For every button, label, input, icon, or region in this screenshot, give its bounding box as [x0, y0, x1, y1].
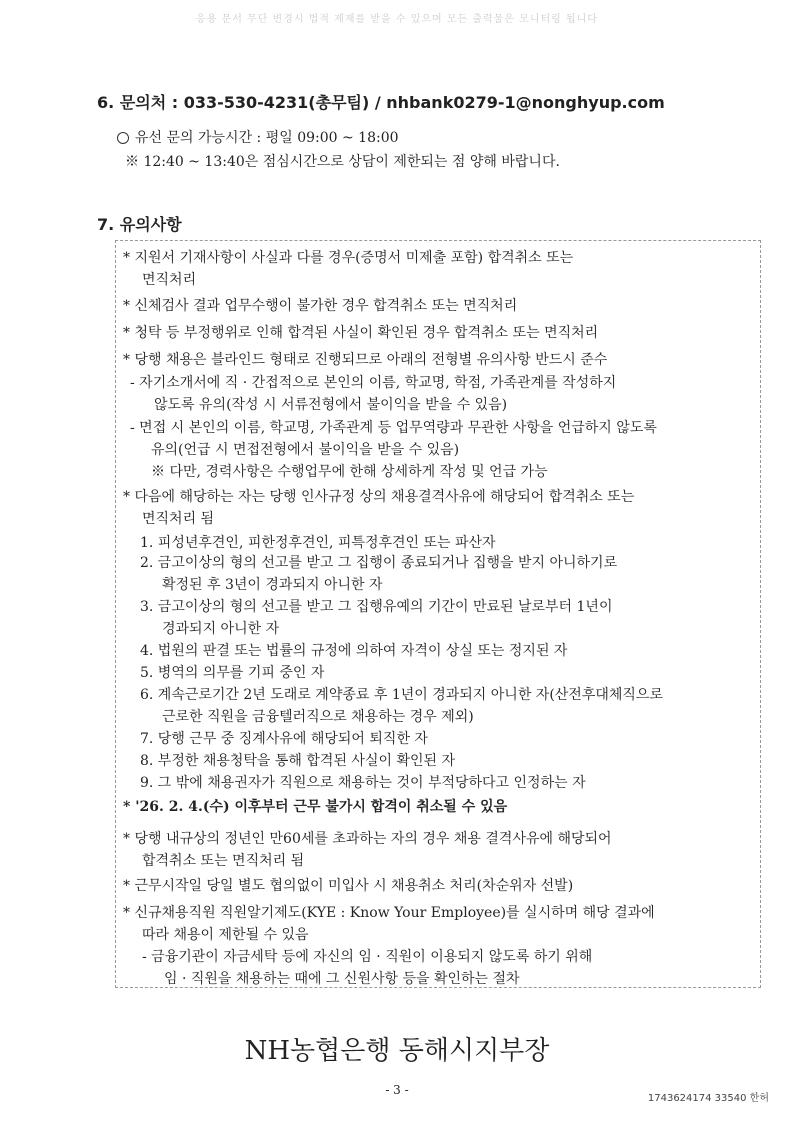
contact-hours-text: 유선 문의 가능시간 : 평일 09:00 ~ 18:00 — [135, 130, 399, 146]
note-line: 5. 병역의 의무를 기피 중인 자 — [140, 665, 325, 681]
note-line: 9. 그 밖에 채용권자가 직원으로 채용하는 것이 부적당하다고 인정하는 자 — [140, 775, 586, 791]
note-line: ※ 다만, 경력사항은 수행업무에 한해 상세하게 작성 및 언급 가능 — [151, 464, 548, 480]
note-line: 2. 금고이상의 형의 선고를 받고 그 집행이 종료되거나 집행을 받지 아니하기로 — [140, 555, 618, 571]
note-line: 않도록 유의(작성 시 서류전형에서 불이익을 받을 수 있음) — [154, 397, 508, 413]
note-line: - 자기소개서에 직 · 간접적으로 본인의 이름, 학교명, 학점, 가족관계를 작성하지 — [130, 375, 617, 391]
note-line: 4. 법원의 판결 또는 법률의 규정에 의하여 자격이 상실 또는 정지된 자 — [140, 643, 568, 659]
note-line: * 지원서 기재사항이 사실과 다를 경우(증명서 미제출 포함) 합격취소 또는 — [123, 250, 574, 266]
note-line: * 당행 내규상의 정년인 만60세를 초과하는 자의 경우 채용 결격사유에 해당되어 — [123, 831, 612, 847]
note-line: 면직처리 — [142, 272, 197, 288]
note-line: 확정된 후 3년이 경과되지 아니한 자 — [162, 577, 383, 593]
note-line: * 당행 채용은 블라인드 형태로 진행되므로 아래의 전형별 유의사항 반드시 준수 — [123, 352, 608, 368]
note-line: * 근무시작일 당일 별도 협의없이 미입사 시 채용취소 처리(차순위자 선발) — [123, 878, 574, 894]
note-line: 6. 계속근로기간 2년 도래로 계약종료 후 1년이 경과되지 아니한 자(산전후대체직으로 — [140, 687, 663, 703]
page-number: - 3 - — [385, 1083, 409, 1097]
note-line: 합격취소 또는 면직처리 됨 — [142, 853, 305, 869]
note-line: - 금융기관이 자금세탁 등에 자신의 임 · 직원이 이용되지 않도록 하기 위해 — [142, 949, 593, 965]
notes-heading: 7. 유의사항 — [97, 215, 182, 234]
note-line: 유의(언급 시 면접전형에서 불이익을 받을 수 있음) — [151, 442, 460, 458]
header-watermark-note: 응용 문서 무단 변경시 법적 제재를 받을 수 있으며 모든 출력물은 모니터링 됩니다 — [196, 14, 598, 25]
contact-hours — [117, 127, 399, 147]
note-line: - 면접 시 본인의 이름, 학교명, 가족관계 등 업무역량과 무관한 사항을 언급하지 않도록 — [130, 420, 657, 436]
note-line: 3. 금고이상의 형의 선고를 받고 그 집행유예의 기간이 만료된 날로부터 1년이 — [140, 599, 613, 615]
note-line: 임 · 직원을 채용하는 때에 그 신원사항 등을 확인하는 절차 — [164, 971, 520, 987]
note-line: * 신규채용직원 직원알기제도(KYE : Know Your Employee)를 실시하며 해당 결과에 — [123, 905, 655, 921]
note-line: 1. 피성년후견인, 피한정후견인, 피특정후견인 또는 파산자 — [140, 535, 496, 551]
issuer-title: NH농협은행 동해시지부장 — [244, 1036, 550, 1066]
note-line-emphasis: * '26. 2. 4.(수) 이후부터 근무 불가시 합격이 취소될 수 있음 — [123, 799, 508, 815]
circle-bullet-icon — [117, 132, 129, 144]
note-line: * 청탁 등 부정행위로 인해 합격된 사실이 확인된 경우 합격취소 또는 면직처리 — [123, 325, 599, 341]
note-line: 8. 부정한 채용청탁을 통해 합격된 사실이 확인된 자 — [140, 753, 455, 769]
note-line: * 다음에 해당하는 자는 당행 인사규정 상의 채용결격사유에 해당되어 합격취소 또는 — [123, 489, 635, 505]
note-line: 경과되지 아니한 자 — [162, 621, 280, 637]
contact-lunch-note: ※ 12:40 ~ 13:40은 점심시간으로 상담이 제한되는 점 양해 바랍니다. — [125, 154, 560, 170]
note-line: 근로한 직원을 금융텔러직으로 채용하는 경우 제외) — [162, 709, 474, 725]
note-line: * 신체검사 결과 업무수행이 불가한 경우 합격취소 또는 면직처리 — [123, 298, 518, 314]
note-line: 따라 채용이 제한될 수 있음 — [142, 927, 309, 943]
document-id: 1743624174 33540 한허 — [647, 1093, 769, 1104]
contact-heading: 6. 문의처 : 033-530-4231(총무팀) / nhbank0279-1@nonghyup.com — [97, 93, 665, 112]
note-line: 7. 당행 근무 중 징계사유에 해당되어 퇴직한 자 — [140, 731, 428, 747]
note-line: 면직처리 됨 — [142, 511, 215, 527]
